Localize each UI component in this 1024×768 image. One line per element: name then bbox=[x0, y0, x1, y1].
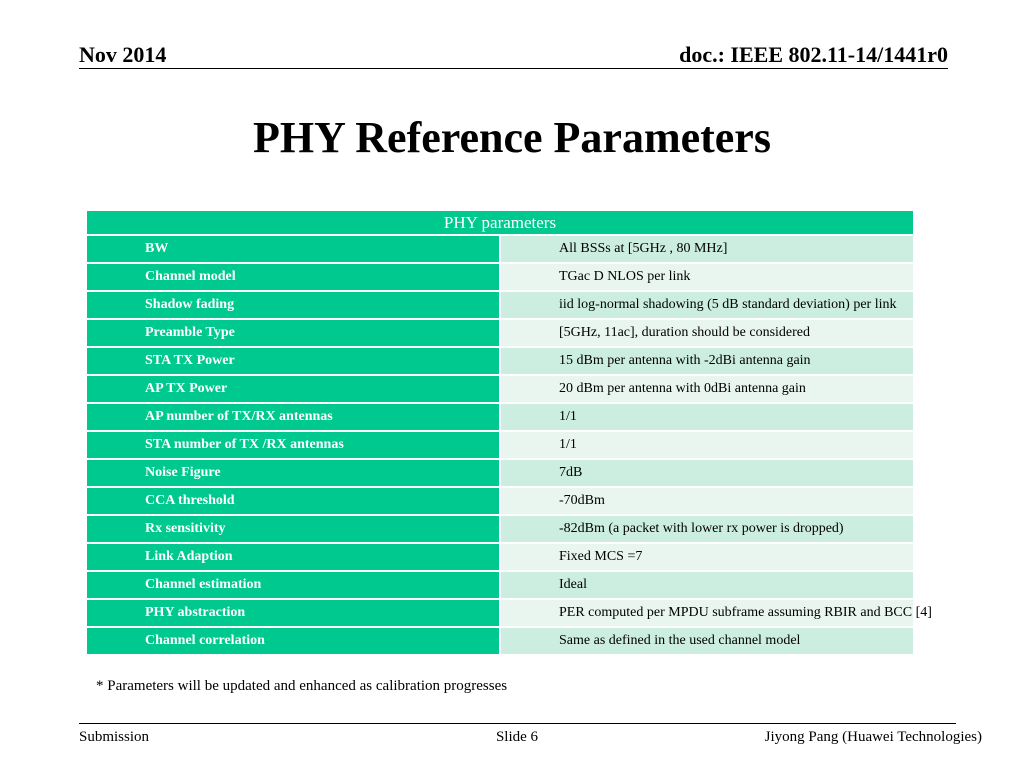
parameter-value-cell: Ideal bbox=[500, 571, 913, 599]
table-row bbox=[87, 291, 913, 319]
parameter-name-cell: AP number of TX/RX antennas bbox=[87, 403, 500, 431]
footer-slide-number: Slide 6 bbox=[495, 729, 539, 745]
table-row bbox=[87, 375, 913, 403]
footnote: * Parameters will be updated and enhanced as calibration progresses bbox=[96, 678, 508, 694]
table-row bbox=[87, 403, 913, 431]
parameter-value-cell: 1/1 bbox=[500, 403, 913, 431]
parameter-value-cell: TGac D NLOS per link bbox=[500, 263, 913, 291]
table-row bbox=[87, 347, 913, 375]
table-row bbox=[87, 571, 913, 599]
parameter-value-cell: Same as defined in the used channel model bbox=[500, 627, 913, 655]
parameter-value-cell: -82dBm (a packet with lower rx power is dropped) bbox=[500, 515, 913, 543]
parameter-name-cell: Channel correlation bbox=[87, 627, 500, 655]
table-heading: PHY parameters bbox=[87, 211, 913, 235]
parameter-name-cell: Noise Figure bbox=[87, 459, 500, 487]
table-row bbox=[87, 627, 913, 655]
table-row bbox=[87, 543, 913, 571]
parameter-value-cell: 7dB bbox=[500, 459, 913, 487]
parameter-name-cell: Link Adaption bbox=[87, 543, 500, 571]
parameter-name-cell: CCA threshold bbox=[87, 487, 500, 515]
footer-submission: Submission bbox=[79, 729, 150, 745]
parameter-name-cell: Shadow fading bbox=[87, 291, 500, 319]
parameter-name-cell: STA number of TX /RX antennas bbox=[87, 431, 500, 459]
parameter-value-cell: [5GHz, 11ac], duration should be considered bbox=[500, 319, 913, 347]
parameter-name-cell: PHY abstraction bbox=[87, 599, 500, 627]
parameter-name-cell: Preamble Type bbox=[87, 319, 500, 347]
table-header-row bbox=[87, 211, 913, 235]
parameter-value-cell: All BSSs at [5GHz , 80 MHz] bbox=[500, 235, 913, 263]
parameter-value-cell: PER computed per MPDU subframe assuming RBIR and BCC [4] bbox=[500, 599, 913, 627]
footer-divider bbox=[79, 723, 956, 724]
footer-author: Jiyong Pang (Huawei Technologies) bbox=[764, 729, 982, 745]
table-row bbox=[87, 599, 913, 627]
parameter-name-cell: Channel model bbox=[87, 263, 500, 291]
parameter-value-cell: iid log-normal shadowing (5 dB standard deviation) per link bbox=[500, 291, 913, 319]
table-row bbox=[87, 235, 913, 263]
table-row bbox=[87, 431, 913, 459]
table-row bbox=[87, 459, 913, 487]
parameter-value-cell: -70dBm bbox=[500, 487, 913, 515]
header-date: Nov 2014 bbox=[79, 42, 167, 67]
parameter-name-cell: Rx sensitivity bbox=[87, 515, 500, 543]
parameter-name-cell: BW bbox=[87, 235, 500, 263]
slide-title: PHY Reference Parameters bbox=[253, 113, 771, 162]
parameter-name-cell: Channel estimation bbox=[87, 571, 500, 599]
table-row bbox=[87, 515, 913, 543]
table-row bbox=[87, 487, 913, 515]
parameter-name-cell: AP TX Power bbox=[87, 375, 500, 403]
header-doc-id: doc.: IEEE 802.11-14/1441r0 bbox=[679, 42, 948, 67]
parameter-value-cell: Fixed MCS =7 bbox=[500, 543, 913, 571]
parameter-value-cell: 1/1 bbox=[500, 431, 913, 459]
parameter-name-cell: STA TX Power bbox=[87, 347, 500, 375]
parameter-value-cell: 20 dBm per antenna with 0dBi antenna gain bbox=[500, 375, 913, 403]
table-body bbox=[87, 235, 932, 655]
parameter-value-cell: 15 dBm per antenna with -2dBi antenna gain bbox=[500, 347, 913, 375]
table-row bbox=[87, 263, 913, 291]
phy-parameters-table bbox=[87, 211, 932, 656]
header-divider bbox=[79, 68, 948, 69]
table-row bbox=[87, 319, 913, 347]
